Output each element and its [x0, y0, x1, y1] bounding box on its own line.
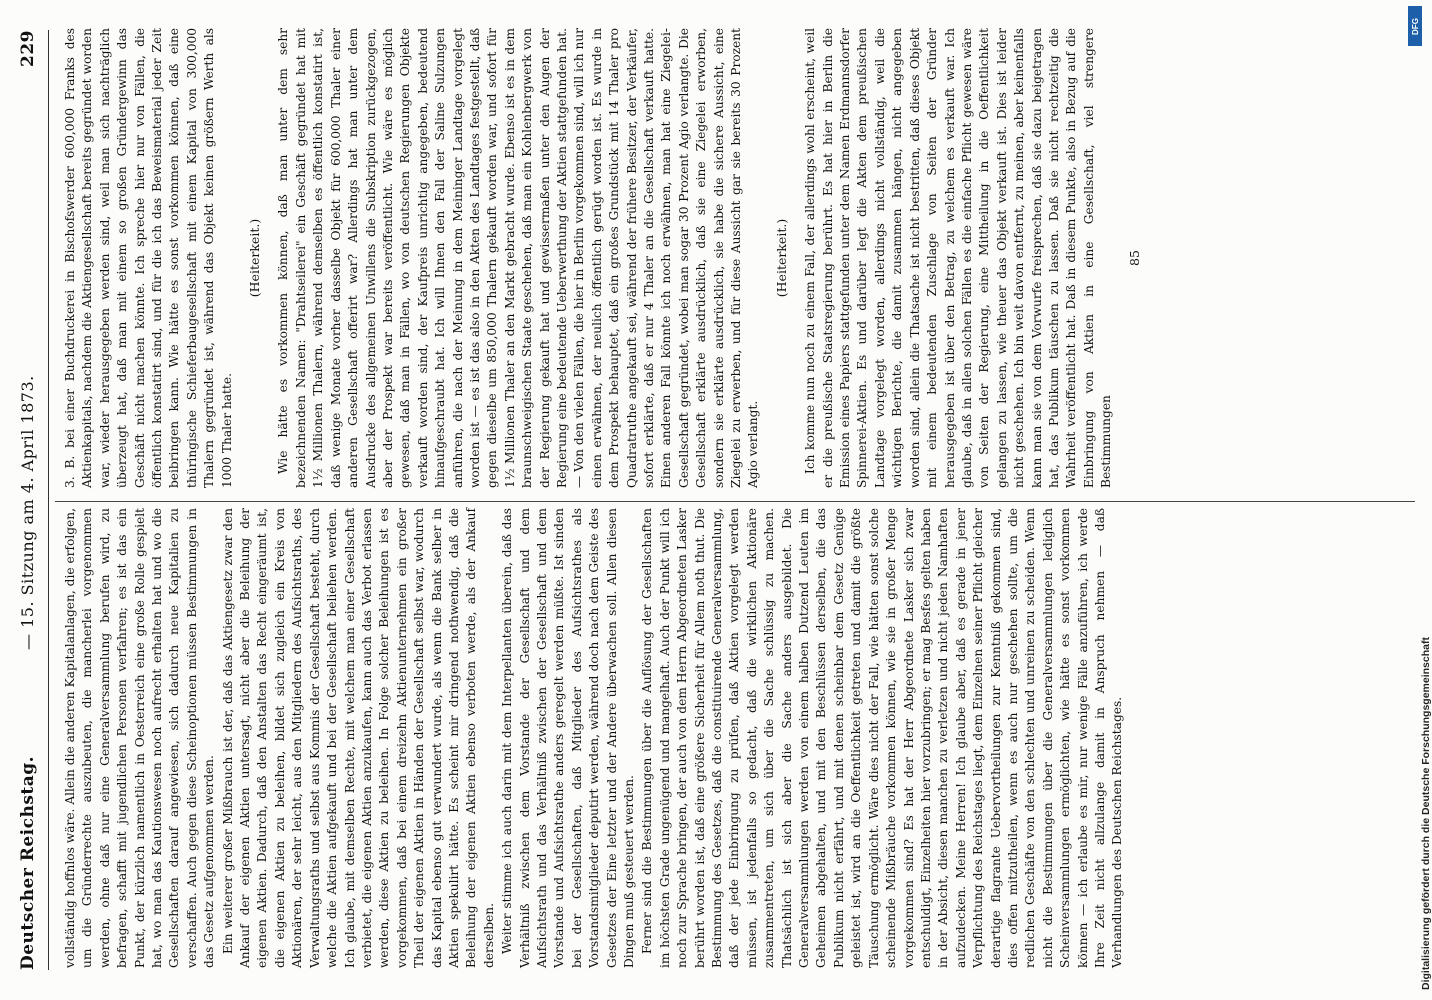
header-rule	[48, 30, 49, 970]
left-paragraph: vollständig hoffnlos wäre. Allein die anderen Kapitalanlagen, die erfolgen, um die Gründerrechte auszubeuten, die mancherlei vorgenommen werden, ohne daß nur eine Generalversammlung berufen wird, zu befragen, schafft mit jugendlichen Personen verfahren; es ist das ein Punkt, der kürzlich namentlich in Oesterreich eine große Rolle gespielt hat, wo man das Kautionswesen noch aufrecht erhalten hat und wo die Gesellschaften darauf angewiesen, sich dadurch neue Kapitalien zu verschaffen. Auch gegen diese Scheinoptionen müssen Bestimmungen in das Gesetz aufgenommen werden.	[63, 508, 217, 968]
left-column	[62, 508, 1128, 968]
header-page-number: 229	[18, 30, 38, 67]
right-paragraph: Ich komme nun noch zu einem Fall, der allerdings wohl erscheint, weil er die preußische Staatsregierung berührt. Es hat hier in Berlin die Emission eines Papiers stattgefunden unter dem Namen Erdmannsdorfer Spinnerei-Aktien. Es und darüber legt die Akten dem preußischen Landtage vorgelegt worden, allerdings nicht vollständig, weil die wichtigen Berichte, die damit zusammen hängen, nicht angegeben worden sind, allein die Thatsache ist nicht bestritten, daß dieses Objekt mit einem bedeutenden Zuschlage von Seiten der Gründer herausgegeben ist über den Betrag, zu welchem es verkauft war. Ich glaube, daß in allen solchen Fällen es die einfache Pflicht gewesen wäre von Seiten der Regierung, eine Mittheilung in die Oeffentlichkeit gelangen zu lassen, wie theuer das Objekt verkauft ist. Dies ist leider nicht geschehen. Ich bin weit davon entfernt, zu meinen, aber keinenfalls kann man sie von dem Vorwurfe freisprechen, daß sie dazu beigetragen hat, das Publikum täuschen zu lassen. Daß sie nicht rechtzeitig die Wahrheit veröffentlicht hat. Daß in diesem Punkte, also in Bezug auf die Einbringung von Aktien in eine Gesellschaft, viel strengere Bestimmungen	[803, 28, 1114, 488]
interjection-laughter: (Heiterkeit.)	[247, 218, 263, 298]
right-paragraph: 3. B. bei einer Buchdruckerei in Bischofswerder 600,000 Franks des Aktienkapitals, nachdem die Aktiengesellschaft bereits gegründet worden war, wieder herausgegeben werden sind, weil man sich nachträglich überzeugt hat, daß man mit einem so großen Gründergewinn das Geschäft nicht machen könnte. Ich spreche hier nur von Fällen, die öffentlich konstatirt sind, und für die ich das Beweismaterial jeder Zeit beibringen kann. Wie hätte es sonst vorkommen können, daß eine thüringische Schieferbaugesellschaft mit einem Kapital von 300,000 Thalern gegründet ist, während das Objekt keinen größern Werth als 1000 Thaler hatte.	[63, 28, 234, 488]
funding-note: Digitalisierung gefördert durch die Deutsche Forschungsgemeinschaft	[1420, 637, 1432, 990]
digitization-credit	[1402, 0, 1432, 1000]
left-paragraph: Ferner sind die Bestimmungen über die Auflösung der Gesellschaften im höchsten Grade ungenügend und mangelhaft. Auch der Punkt will ich noch zur Sprache bringen, der auch von dem Herrn Abgeordneten Lasker berührt worden ist, daß eine größere Sicherheit für Allem noth thut. Die Bestimmung des Gesetzes, daß die constituirende Generalversammlung, daß der jede Einbringung zu prüfen, daß Aktien vorgelegt werden müssen, ist jedenfalls so gedacht, daß die wirklichen Aktionäre zusammentreten, um sich über die Sache schlüssig zu machen. Thatsächlich ist sich aber die Sache anders ausgebildet. Die Generalversammlungen werden von einem halben Dutzend Leuten im Geheimen abgehalten, und mit den Beschlüssen derselben, die das Publikum nicht erfährt, und mit denen scheinbar dem Gesetz Genüge geleistet ist, wird an die Oeffentlichkeit getreten und damit die größte Täuschung ermöglicht. Wäre dies nicht der Fall, wie hätten sonst solche scheinende Mißbräuche vorkommen können, wie sie in großer Menge vorgekommen sind? Es hat der Herr Abgeordnete Lasker sich zwar entschuldigt, Einzelheiten hier vorzubringen; er mag Besfes gelten haben in der Absicht, diesen manchen zu verletzen und nicht jeden Namhaften aufzudecken. Meine Herren! Ich glaube aber, daß es gerade in jener Verpflichtung des Reichstages liegt, dem Einzelnen seiner Pflicht gleicher derartige flagrante Uebervortheilungen zur Kenntniß gekommen sind, dies offen mitzutheilen, wenn es auch nur geschehen sollte, um die redlichen Geschäfte von den schlechten und unreinen zu scheiden. Wenn nicht die Bestimmungen über die Generalversammlungen lediglich Scheinversammlungen ermöglichten, wie hätte es sonst vorkommen können — ich erlaube es mir, nur wenige Fälle anzuführen, ich werde Ihre Zeit nicht allzulange damit in Anspruch nehmen — daß Verhandlungen des Deutschen Reichstages.	[640, 508, 1125, 968]
running-header	[18, 30, 58, 970]
right-paragraph: Wie hätte es vorkommen können, daß man unter dem sehr bezeichnenden Namen: "Drahtseilerei" ein Geschäft gegründet hat mit 1½ Millionen Thalern, während demselben es öffentlich konstatirt ist, daß wenige Monate vorher dasselbe Objekt für 600,000 Thaler einer anderen Gesellschaft offerirt war? Allerdings hat man unter dem Ausdrucke des allgemeinen Unwillens die Subskription zurückgezogen, aber der Prospekt war bereits veröffentlicht. Wie wäre es möglich gewesen, daß man in Fällen, wo von deutschen Regierungen Objekte verkauft worden sind, der Kaufpreis unrichtig angegeben, bedeutend hinaufgeschraubt hat. Ich will Ihnen den Fall der Saline Sulzungen anführen, die nach der Meinung in dem Meininger Landtage vorgelegt worden ist — es ist das also in den Akten des Landtages festgestellt, daß gegen dieselbe um 850,000 Thalern gekauft worden war, und sofort für 1½ Millionen Thaler an den Markt gebracht wurde. Ebenso ist es in dem braunschweigischen Staate geschehen, daß man ein Kohlenbergwerk von der Regierung gekauft hat und gewissermaßen unter den Augen der Regierung eine bedeutende Ueberwerthung der Aktien stattgefunden hat. — Von den vielen Fällen, die hier in Berlin vorgekommen sind, will ich nur einen erwähnen, der neulich öffentlich gerügt worden ist. Es wurde in dem Prospekt behauptet, daß ein großes Grundstück mit 14 Thaler pro Quadratruthe angekauft sei, während der frühere Besitzer, der Verkäufer, sofort erklärte, daß er nur 4 Thaler an die Gesellschaft verkauft hatte. Einen anderen Fall könnte ich noch erwähnen, man hat eine Ziegelei-Gesellschaft gegründet, wobei man sogar 30 Prozent Agio verlangte. Die Gesellschaft erklärte ausdrücklich, daß sie eine Ziegelei erworben, sondern sie erklärte ausdrücklich, sie habe die sichere Aussicht, eine Ziegelei zu erwerben, und für diese Aussicht gar sie bereits 30 Prozent Agio verlangt.	[276, 28, 761, 488]
left-paragraph: Weiter stimme ich auch darin mit dem Interpellanten überein, daß das Verhältniß zwischen dem Vorstande der Gesellschaft und dem Aufsichtsrath und das Verhältniß zwischen der Gesellschaft und dem Vorstande und Aufsichtsrathe anders geregelt werden müßte. Ist sinden bei der Gesellschaften, daß Mitglieder des Aufsichtsrathes als Vorstandsmitglieder deputirt werden, während doch nach dem Geiste des Gesetzes der Eine letzter und der Andere überwachen soll. Allen diesen Dingen muß gesteuert werden.	[500, 508, 636, 968]
left-paragraph: Ein weiterer großer Mißbrauch ist der, daß das Aktiengesetz zwar den Ankauf der eigenen Aktien untersagt, nicht aber die Beleihung der eigenen Aktien. Dadurch, daß den Anstalten das Recht eingeräumt ist, die eigenen Aktien zu beleihen, bildet sich zugleich ein Kreis von Aktionären, der sehr leicht, aus den Mitgliedern des Aufsichtsraths, des Verwaltungsraths und selbst aus Kommis der Gesellschaft besteht, durch welche die Aktien aufgekauft und bei der Gesellschaft beliehen werden. Ich glaube, mit demselben Rechte, mit welchem man einer Gesellschaft verbietet, die eigenen Aktien anzukaufen, kann auch das Verbot erlassen werden, diese Aktien zu beleihen. In Folge solcher Beleihungen ist es vorgekommen, daß bei einem dreizehn Aktienunternehmen ein großer Theil der eigenen Aktien in Händen der Gesellschaft selbst war, wodurch das Kapital ebenso gut verwundert wurde, als wenn die Bank selber in Aktien spekulirt hätte. Es scheint mir dringend nothwendig, daß die Beleihung der eigenen Aktien ebenso verboten werde, als der Ankauf derselben.	[220, 508, 496, 968]
header-publication-title: Deutscher Reichstag.	[18, 755, 38, 970]
dfg-logo-icon: DFG	[1408, 6, 1422, 46]
column-divider	[55, 501, 1415, 502]
interjection-laughter: (Heiterkeit.)	[773, 218, 789, 298]
right-column	[62, 28, 1155, 488]
signature-mark: 85	[1126, 250, 1142, 266]
header-session-date: — 15. Sitzung am 4. April 1873.	[18, 375, 37, 650]
